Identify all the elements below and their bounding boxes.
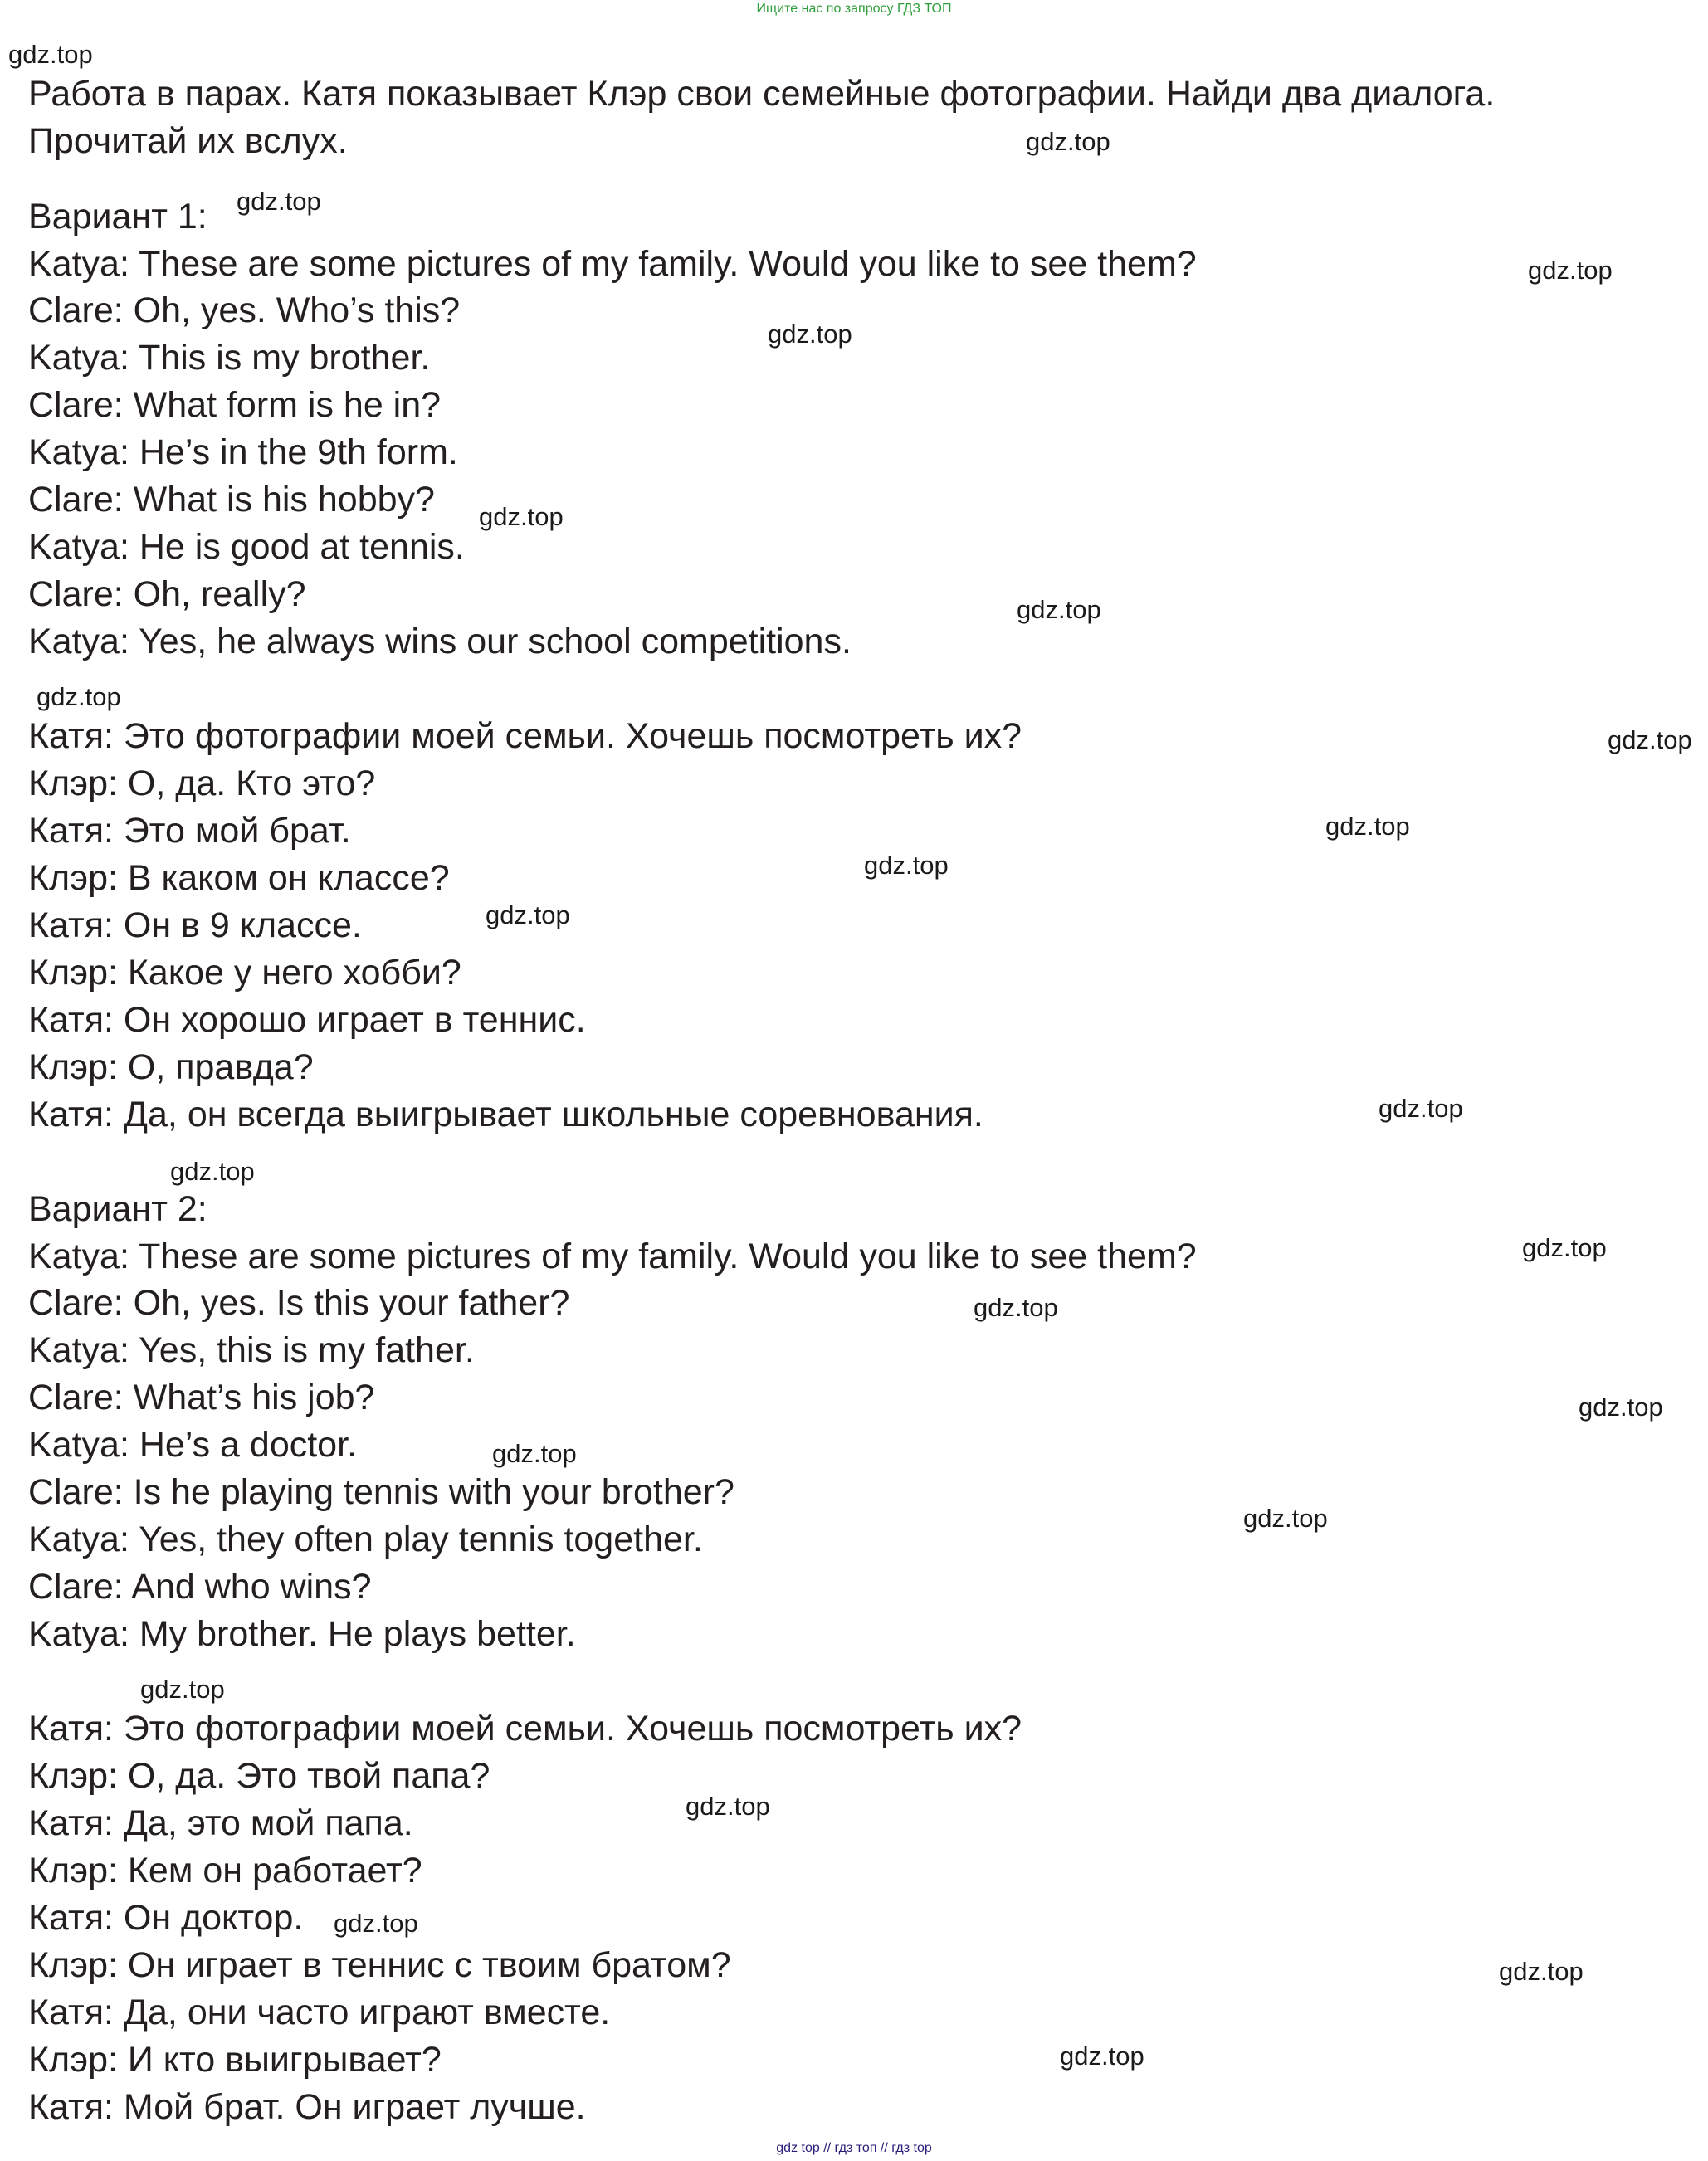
watermark: gdz.top [1528, 256, 1613, 285]
watermark: gdz.top [237, 187, 321, 216]
watermark: gdz.top [686, 1792, 770, 1821]
dialog-line: Katya: This is my brother. [28, 338, 431, 378]
dialog-line: Катя: Это фотографии моей семьи. Хочешь посмотреть их? [28, 716, 1022, 756]
dialog-line: Катя: Мой брат. Он играет лучше. [28, 2087, 586, 2127]
dialog-line: Клэр: О, правда? [28, 1047, 314, 1087]
watermark: gdz.top [8, 40, 93, 69]
dialog-line: Clare: Oh, yes. Who’s this? [28, 290, 461, 330]
watermark: gdz.top [492, 1439, 577, 1468]
dialog-line: Катя: Да, это мой папа. [28, 1803, 413, 1843]
watermark: gdz.top [479, 502, 564, 531]
watermark: gdz.top [1026, 127, 1110, 156]
watermark: gdz.top [1325, 812, 1410, 841]
dialog-line: Катя: Он в 9 классе. [28, 905, 362, 945]
dialog-line: Katya: He’s a doctor. [28, 1425, 357, 1465]
watermark: gdz.top [1243, 1504, 1328, 1533]
watermark: gdz.top [1522, 1233, 1607, 1262]
watermark: gdz.top [37, 682, 121, 711]
dialog-line: Катя: Он доктор. [28, 1898, 304, 1938]
variant-2-heading: Вариант 2: [28, 1189, 207, 1229]
dialog-line: Katya: These are some pictures of my family. Would you like to see them? [28, 244, 1197, 284]
dialog-line: Katya: Yes, they often play tennis together. [28, 1520, 703, 1559]
watermark: gdz.top [768, 320, 852, 349]
dialog-line: Клэр: О, да. Это твой папа? [28, 1756, 490, 1796]
watermark: gdz.top [1579, 1393, 1663, 1422]
dialog-line: Clare: Is he playing tennis with your brother? [28, 1472, 734, 1512]
dialog-line: Katya: He is good at tennis. [28, 527, 465, 567]
watermark: gdz.top [1379, 1094, 1463, 1123]
dialog-line: Катя: Это мой брат. [28, 811, 351, 851]
watermark: gdz.top [1499, 1957, 1584, 1986]
dialog-line: Clare: And who wins? [28, 1567, 372, 1607]
dialog-line: Катя: Да, они часто играют вместе. [28, 1993, 611, 2032]
watermark: gdz.top [1060, 2041, 1144, 2071]
watermark: gdz.top [974, 1293, 1058, 1322]
bottom-banner: gdz top // гдз топ // гдз top [776, 2141, 932, 2155]
task-line-2: Прочитай их вслух. [28, 121, 348, 161]
watermark: gdz.top [1608, 725, 1692, 754]
dialog-line: Katya: Yes, he always wins our school competitions. [28, 622, 852, 661]
watermark: gdz.top [1017, 595, 1101, 624]
watermark: gdz.top [170, 1157, 255, 1186]
task-line-1: Работа в парах. Катя показывает Клэр свои семейные фотографии. Найди два диалога. [28, 74, 1496, 114]
dialog-line: Катя: Это фотографии моей семьи. Хочешь посмотреть их? [28, 1709, 1022, 1749]
dialog-line: Clare: Oh, really? [28, 574, 306, 614]
dialog-line: Клэр: Кем он работает? [28, 1851, 422, 1890]
dialog-line: Клэр: Какое у него хобби? [28, 953, 461, 993]
watermark: gdz.top [140, 1675, 225, 1704]
dialog-line: Клэр: В каком он классе? [28, 858, 450, 898]
dialog-line: Катя: Да, он всегда выигрывает школьные соревнования. [28, 1095, 983, 1134]
dialog-line: Katya: He’s in the 9th form. [28, 432, 458, 472]
top-banner: Ищите нас по запросу ГДЗ ТОП [756, 2, 952, 16]
dialog-line: Клэр: И кто выигрывает? [28, 2040, 442, 2080]
dialog-line: Katya: These are some pictures of my family. Would you like to see them? [28, 1237, 1197, 1276]
dialog-line: Clare: Oh, yes. Is this your father? [28, 1283, 570, 1323]
watermark: gdz.top [334, 1909, 418, 1938]
dialog-line: Clare: What is his hobby? [28, 480, 435, 520]
watermark: gdz.top [486, 900, 570, 929]
variant-1-heading: Вариант 1: [28, 197, 207, 237]
dialog-line: Clare: What’s his job? [28, 1378, 375, 1417]
dialog-line: Клэр: О, да. Кто это? [28, 763, 376, 803]
dialog-line: Clare: What form is he in? [28, 385, 442, 425]
dialog-line: Katya: My brother. He plays better. [28, 1614, 576, 1654]
dialog-line: Katya: Yes, this is my father. [28, 1330, 475, 1370]
dialog-line: Клэр: Он играет в теннис с твоим братом? [28, 1945, 731, 1985]
dialog-line: Катя: Он хорошо играет в теннис. [28, 1000, 586, 1040]
watermark: gdz.top [864, 851, 949, 880]
